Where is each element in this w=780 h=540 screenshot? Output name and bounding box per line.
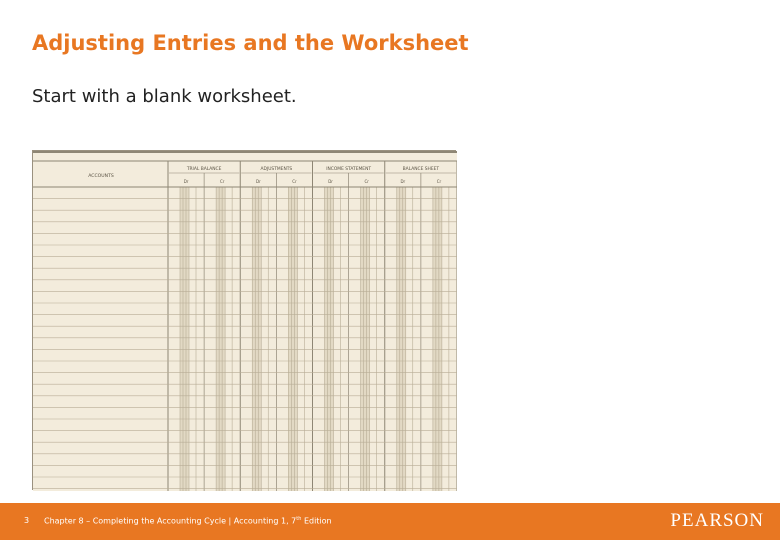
amount-column-shade: [216, 187, 225, 491]
slide-number: 3: [24, 516, 30, 525]
debit-label: Dr: [400, 179, 406, 184]
blank-worksheet: [32, 150, 456, 490]
amount-column-shade: [397, 187, 406, 491]
worksheet-grid: [33, 151, 457, 491]
amount-column-shade: [288, 187, 297, 491]
section-label: BALANCE SHEET: [402, 167, 440, 172]
amount-column-shade: [252, 187, 261, 491]
amount-column-shade: [433, 187, 442, 491]
amount-column-shade: [361, 187, 370, 491]
section-label: ADJUSTMENTS: [260, 167, 293, 172]
debit-label: Dr: [328, 179, 333, 184]
footer-caption-sup: th: [296, 516, 302, 522]
amount-column-shade: [180, 187, 189, 491]
debit-label: Dr: [255, 179, 261, 184]
section-label: TRIAL BALANCE: [186, 167, 222, 172]
debit-label: Dr: [183, 179, 189, 184]
credit-label: Cr: [436, 179, 442, 184]
footer-caption: [44, 516, 332, 526]
amount-column-shade: [325, 187, 334, 491]
accounts-header: ACCOUNTS: [88, 174, 114, 179]
slide-title: Adjusting Entries and the Worksheet: [32, 31, 469, 55]
credit-label: Cr: [292, 179, 297, 184]
worksheet-paper: [33, 151, 457, 491]
pearson-logo: PEARSON: [670, 510, 764, 531]
footer-bar: [0, 503, 780, 540]
slide-subtitle: Start with a blank worksheet.: [32, 86, 297, 107]
footer-caption-end: Edition: [301, 516, 332, 526]
section-label: INCOME STATEMENT: [326, 167, 372, 172]
credit-label: Cr: [364, 179, 369, 184]
footer-caption-main: Chapter 8 – Completing the Accounting Cycle | Accounting 1, 7: [44, 516, 297, 526]
credit-label: Cr: [219, 179, 225, 184]
